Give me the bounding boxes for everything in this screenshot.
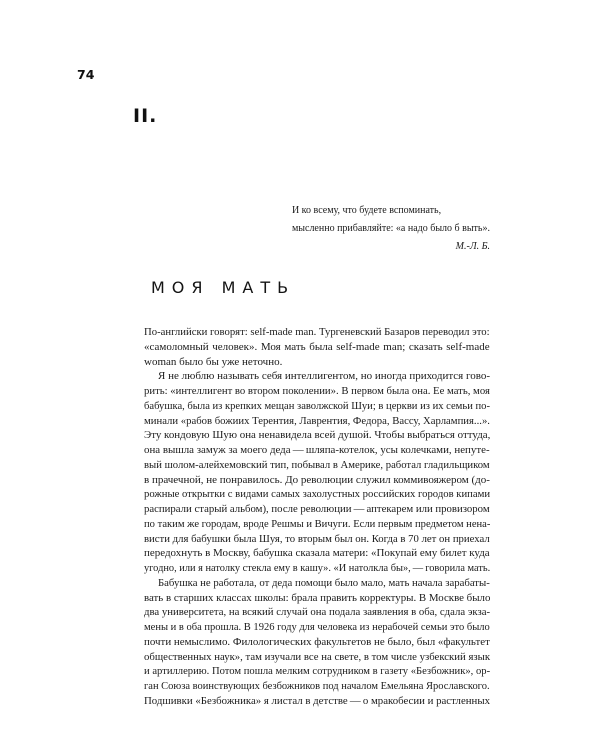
epigraph [292,202,490,255]
page-number: 74 [77,67,95,82]
body-line: общественных наук», там изучали все на свете, в том числе узбекский язык [144,650,491,663]
body-line: угодно, или я натолку стекла ему в кашу». «И натолкла бы», — говорила мать. [144,562,491,574]
section-title: МОЯ МАТЬ [151,278,296,297]
body-line: рить: «интеллигент во втором поколении». В первом была она. Ее мать, моя [144,385,490,397]
body-line: ган Союза воинствующих безбожников под началом Емельяна Ярославского. [144,680,490,692]
body-line: распирали старый альбом), после революции — аптекарем или провизором [144,503,490,515]
body-line: бабушка, была из крепких мещан заволжской Шуи; в церкви из их семьи по- [144,399,490,412]
body-line: рожные открытки с видами самых захолустных российских городов кипами [144,488,491,501]
chapter-heading: II. [133,105,158,127]
epigraph-line: мысленно прибавляйте: «а надо было б выть». [291,223,490,234]
body-line: мены и в оба прошла. В 1926 году для человека из нерабочей семьи это было [144,621,490,633]
epigraph-line: И ко всему, что будете вспоминать, [291,205,442,216]
body-line: по таким же городам, вроде Решмы и Вичуги. Если первым предметом нена- [144,517,491,530]
epigraph-attribution: М.-Л. Б. [455,241,490,252]
body-line: Эту кондовую Шую она ненавидела всей душой. Чтобы выбраться оттуда, [144,429,491,442]
body-line: woman было бы уже неточно. [144,355,283,368]
body-line: минали «рабов божиих Терентия, Лаврентия, Федора, Вассу, Харлампия...». [144,414,490,427]
body-line: два университета, на всякий случай она подала заявления в оба, сдала экза- [144,606,491,619]
body-line: Подшивки «Безбожника» я листал в детстве — о мракобесии и растленных [144,694,490,707]
body-line: она вышла замуж за моего деда — шляпа-котелок, усы колечками, непуте- [144,444,490,456]
body-text [144,325,490,709]
body-line: вать в старших классах школы: брала править корректуры. В Москве было [144,591,491,604]
body-line: и артиллерию. Потом пошла мелким сотрудником в газету «Безбожник», ор- [144,665,491,678]
body-line: Бабушка не работала, от деда помощи было мало, мать начала зарабаты- [158,576,490,589]
body-line: в прачечной, не понравилось. До революции служил коммивояжером (до- [144,473,490,486]
body-line: «самоломный человек». Моя мать была self-made man; сказать self-made [144,340,490,353]
body-line: вый шолом-алейхемовский тип, побывал в Америке, работал гладильщиком [144,458,490,471]
body-line: почти немыслимо. Филологических факультетов не было, был «факультет [144,635,490,648]
body-line: Я не люблю называть себя интеллигентом, но иногда приходится гово- [158,370,491,383]
body-line: По-английски говорят: self-made man. Тургеневский Базаров переводил это: [144,326,490,338]
body-line: висти для бабушки была Шуя, то вторым был он. Когда в 70 лет он приехал [144,532,490,545]
body-line: передохнуть в Москву, бабушка сказала матери: «Покупай ему билет куда [144,547,490,560]
